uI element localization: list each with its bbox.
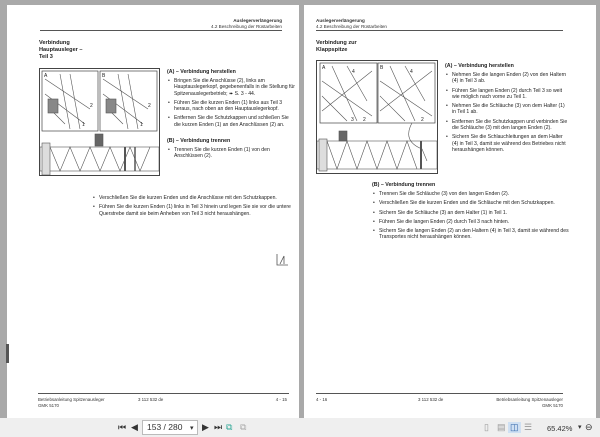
section-a [445,63,569,156]
footer-page-number: 4 - 15 [275,397,287,402]
list-item: • Entfernen Sie die Schutzkappen und verbinden Sie die Schläuche (3) mit den langen Enden (2). [445,119,569,132]
list-item: • Führen Sie die kurzen Enden (1) links aus Teil 3 heraus, nach oben an den Hauptauslegerkopf. [167,100,295,113]
page-dropdown-icon[interactable]: ▾ [190,425,194,432]
footer-right [496,397,563,408]
signature-icon [275,253,289,267]
zoom-dropdown-icon[interactable]: ▾ [578,424,582,431]
first-page-button[interactable]: ⏮ [118,422,127,432]
figure-hose-connection [39,68,160,176]
section-heading: (A) – Verbindung herstellen [167,69,236,75]
zoom-level[interactable]: 65.42% [547,424,573,433]
figure-drawing [40,69,159,175]
header-section: 4.2 Beschreibung der Rüstarbeiten [316,24,387,29]
title-line: Klappspitze [316,47,348,53]
list-item: • Sichern Sie die Schlauchleitungen an dem Halter (4) in Teil 3, damit sie während des Betriebes nicht heraushängen können. [445,134,569,153]
figure-hose-connection [316,60,438,174]
figure-label: 4 [410,69,413,75]
figure-label: 1 [140,122,143,128]
page-number-value: 153 / 280 [147,422,183,432]
page-header [316,18,387,30]
header-chapter: Auslegerverlängerung [316,18,365,23]
title-line: Verbindung zur [316,40,357,46]
section-heading: (B) – Verbindung trennen [167,138,231,145]
header-rule [316,30,563,31]
list-item: • Trennen Sie die Schläuche (3) von den langen Enden (2). [372,191,570,197]
footer-doc-number: 3 112 532 de [138,397,164,402]
pdf-page-left [7,5,299,418]
list-item: • Entfernen Sie die Schutzkappen und schließen Sie die kurzen Enden (1) an den Anschlüssen (2) an. [167,115,295,128]
list-item: • Verschließen Sie die kurzen Enden und die Schläuche mit den Schutzkappen. [372,200,570,206]
page-title [39,40,83,61]
page-header [211,18,282,30]
list-item: • Führen Sie langen Enden (2) durch Teil 3 so weit wie möglich nach vorne zu Teil 1. [445,88,569,101]
list-item: • Führen Sie die langen Enden (2) durch Teil 3 nach hinten. [372,219,570,225]
list-item: • Sichern Sie die Schläuche (3) an dem Halter (1) in Teil 1. [372,210,570,216]
continuous-view-icon[interactable]: ▤ [497,422,506,432]
figure-label: 2 [148,103,151,109]
previous-page-button[interactable]: ◀ [131,422,138,432]
figure-label: B [102,73,106,79]
next-view-icon[interactable]: ⧉ [240,422,247,432]
figure-label: B [380,65,384,71]
figure-label: 2 [363,117,366,123]
title-line: Verbindung [39,40,70,46]
figure-label: A [322,65,326,71]
wide-list [92,195,292,220]
previous-view-icon[interactable]: ⧉ [226,422,233,432]
title-line: Hauptausleger – [39,47,83,53]
figure-drawing [317,61,437,173]
figure-label: 2 [421,117,424,123]
footer-left [38,397,105,408]
header-section: 4.2 Beschreibung der Rüstarbeiten [211,24,282,29]
footer-page-number: 4 - 16 [316,397,328,402]
pdf-page-right [304,5,596,418]
list-item: • Verschließen Sie die kurzen Enden und die Anschlüsse mit den Schutzkappen. [92,195,292,201]
footer-text: Betriebsanleitung Spitzenausleger [38,397,105,402]
header-rule [40,30,282,31]
list-item: • Sichern Sie die langen Enden (2) an den Haltern (4) in Teil 3, damit sie während des Transportes nicht heraushängen können. [372,228,570,241]
list-item: • Trennen Sie die kurzen Enden (1) von den Anschlüssen (2). [167,147,295,160]
footer-text: GMK 5170 [542,402,563,408]
margin-stamp [6,344,9,363]
footer-text: Betriebsanleitung Spitzenausleger [496,397,563,402]
section-a [167,69,295,163]
list-item: • Nehmen Sie die langen Enden (2) von den Haltern (4) in Teil 3 ab. [445,72,569,85]
list-item: • Bringen Sie die Anschlüsse (2), links am Hauptauslegerkopf, gegebenenfalls in die Stellung für Spitzenauslegerbetrieb; ➠ S. 3 - 44. [167,78,295,97]
section-heading: (A) – Verbindung herstellen [445,63,514,69]
list-item: • Nehmen Sie die Schläuche (3) von dem Halter (1) in Teil 1 ab. [445,103,569,116]
pdf-toolbar [0,418,600,437]
two-page-continuous-icon[interactable]: ☰ [524,422,533,432]
last-page-button[interactable]: ⏭ [214,422,223,432]
section-b [372,182,570,244]
page-title [316,40,357,54]
figure-label: A [44,73,48,79]
footer-rule [38,393,289,394]
two-page-view-icon[interactable]: ◫ [510,422,519,432]
list-item: • Führen Sie die kurzen Enden (1) links in Teil 3 hinein und legen Sie sie vor die untere Querstrebe damit sie beim Anheben von Teil 3 nicht heraushängen. [92,204,292,217]
figure-label: 3 [351,117,354,123]
section-heading: (B) – Verbindung trennen [372,182,436,188]
footer-rule [316,393,563,394]
footer-doc-number: 3 112 532 de [418,397,444,402]
figure-label: 2 [90,103,93,109]
footer-text: GMK 5170 [38,402,59,408]
next-page-button[interactable]: ▶ [202,422,209,432]
figure-label: 4 [352,69,355,75]
header-chapter: Auslegerverlängerung [233,18,282,23]
zoom-out-icon[interactable]: ⊖ [585,422,593,432]
title-line: Teil 3 [39,54,53,60]
single-page-view-icon[interactable]: ▯ [484,422,489,432]
figure-label: 1 [82,122,85,128]
